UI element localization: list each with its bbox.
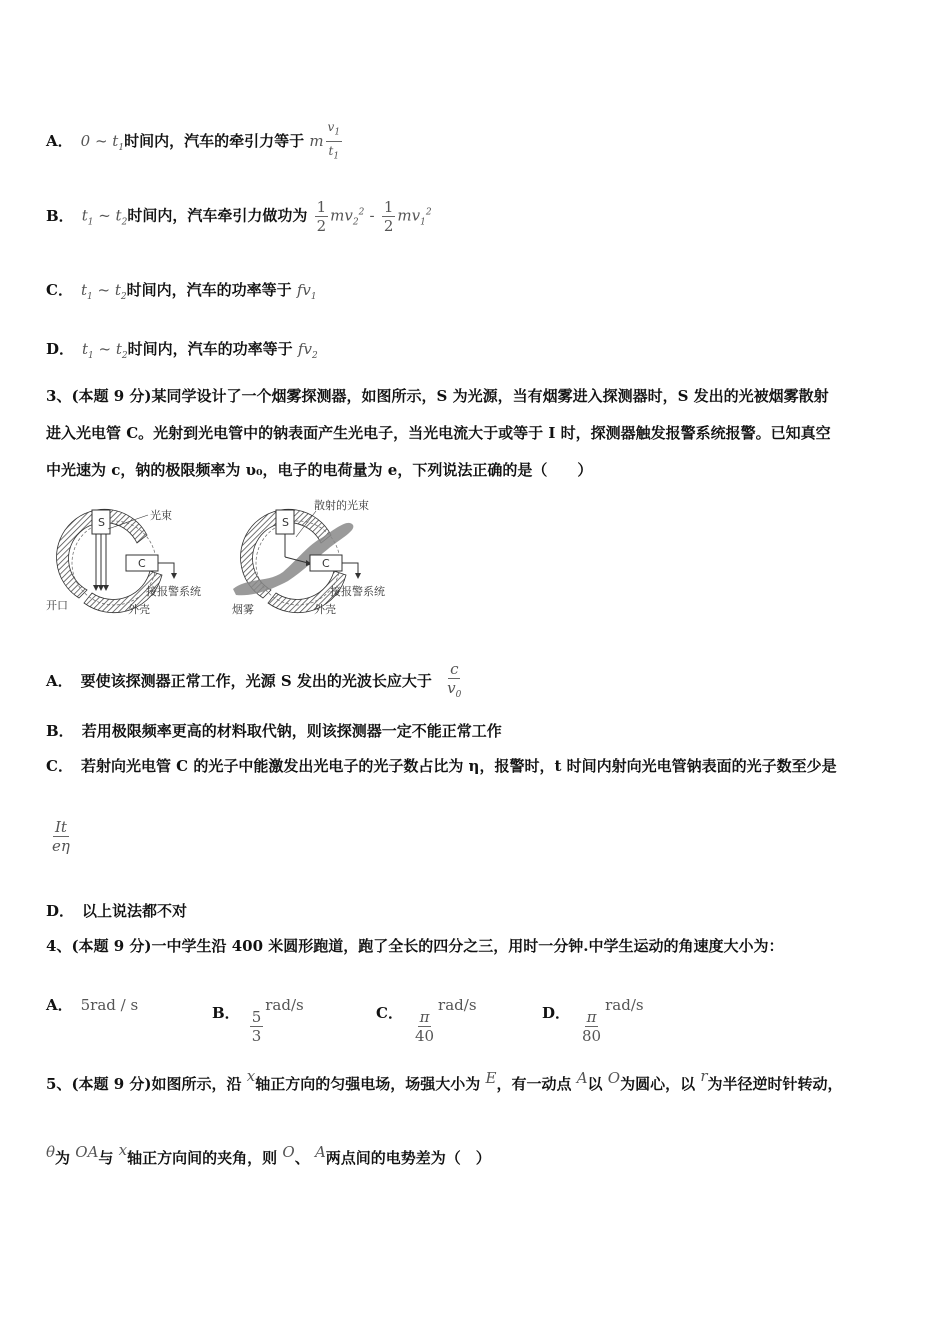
fraction: $\frac{1}{2}$	[316, 198, 327, 235]
math-expr: 0 ~ t	[80, 131, 119, 150]
fraction: $\frac{1}{2}$	[383, 198, 394, 235]
smoke-detector-figure-2	[228, 497, 398, 620]
svg-text:接报警系统: 接报警系统	[330, 585, 385, 598]
option-label: B．	[46, 206, 74, 225]
q4-option-d: D． $\frac{\pi}{80}$ rad/s	[542, 996, 644, 1045]
math-expr: m	[309, 131, 324, 150]
q3-line1: 3、(本题 9 分)某同学设计了一个烟雾探测器，如图所示，S 为光源，当有烟雾进入探测器时，S 发出的光被烟雾散射	[46, 387, 829, 405]
q5-line1: 5、(本题 9 分)如图所示，沿 x轴正方向的匀强电场，场强大小为 E，有一动点 A以 O为圆心，以 r为半径逆时针转动，	[46, 1067, 843, 1093]
option-text: 时间内，汽车牵引力做功为	[127, 206, 308, 225]
q3-option-c: C． 若射向光电管 C 的光子中能激发出光电子的光子数占比为 η，报警时，t 时间内射向光电管钠表面的光子数至少是	[46, 757, 837, 775]
q3-stem	[46, 378, 911, 489]
fraction: $\frac{v_1}{t_1}$	[327, 120, 341, 162]
math-sub: 1	[118, 142, 125, 153]
smoke-detector-figure-1	[44, 505, 214, 620]
fraction: $\frac{\pi}{40}$	[414, 1008, 435, 1045]
label-opening: 开口	[46, 599, 68, 612]
q2-option-b: B． $t_1$ ~ $t_2$时间内，汽车牵引力做功为 $\frac{1}{2}$ $mv_2^2$ - $\frac{1}{2}$ $mv_1^2$	[46, 198, 432, 235]
svg-text:S: S	[282, 516, 289, 529]
label-light-beam: 光束	[150, 509, 172, 522]
option-label: C．	[46, 281, 73, 299]
option-text: 时间内，汽车的功率等于	[127, 340, 293, 358]
q2-option-c: C． $t_1$ ~ $t_2$时间内，汽车的功率等于 $fv_1$	[46, 281, 317, 302]
label-shell: 外壳	[128, 603, 150, 616]
q3-option-b: B． 若用极限频率更高的材料取代钠，则该探测器一定不能正常工作	[46, 722, 502, 740]
label-scattered: 散射的光束	[314, 499, 369, 512]
svg-text:C: C	[322, 557, 330, 570]
q2-option-d: D． $t_1$ ~ $t_2$时间内，汽车的功率等于 $fv_2$	[46, 340, 318, 361]
label-smoke: 烟雾	[232, 603, 254, 616]
q4-option-b: B． $\frac{5}{3}$ rad/s	[212, 996, 304, 1045]
option-label: D．	[46, 340, 75, 358]
fraction: $\frac{c}{v_0}$	[447, 660, 462, 700]
fraction: $\frac{It}{e\eta}$	[52, 818, 70, 855]
q5-line2: θ为 OA与 x轴正方向间的夹角，则 O、 A两点间的电势差为（ ）	[46, 1141, 491, 1167]
svg-text:外壳: 外壳	[314, 603, 336, 616]
fraction: $\frac{5}{3}$	[251, 1008, 262, 1045]
q3-option-c-fraction	[48, 818, 74, 855]
option-text: 时间内，汽车的牵引力等于	[124, 131, 305, 150]
q3-option-d: D． 以上说法都不对	[46, 902, 188, 920]
q2-option-a	[46, 118, 344, 166]
label-s: S	[98, 516, 105, 529]
label-c: C	[138, 557, 146, 570]
label-alarm: 接报警系统	[146, 585, 201, 598]
option-text: 时间内，汽车的功率等于	[126, 281, 292, 299]
q4-option-c: C． $\frac{\pi}{40}$ rad/s	[376, 996, 477, 1045]
option-label: A．	[46, 131, 73, 150]
q3-line2: 进入光电管 C。光射到光电管中的钠表面产生光电子，当光电流大于或等于 I 时，探测器触发报警系统报警。已知真空	[46, 424, 831, 442]
fraction: $\frac{\pi}{80}$	[582, 1008, 602, 1045]
q4-option-a: A． 5rad / s	[46, 996, 139, 1014]
q3-option-a: A． 要使该探测器正常工作，光源 S 发出的光波长应大于 $\frac{c}{v_0}$	[46, 660, 465, 704]
q3-line3: 中光速为 c，钠的极限频率为 υ₀，电子的电荷量为 e，下列说法正确的是（ ）	[46, 461, 593, 479]
q4-stem: 4、(本题 9 分)一中学生沿 400 米圆形跑道，跑了全长的四分之三，用时一分钟.中学生运动的角速度大小为：	[46, 937, 784, 955]
